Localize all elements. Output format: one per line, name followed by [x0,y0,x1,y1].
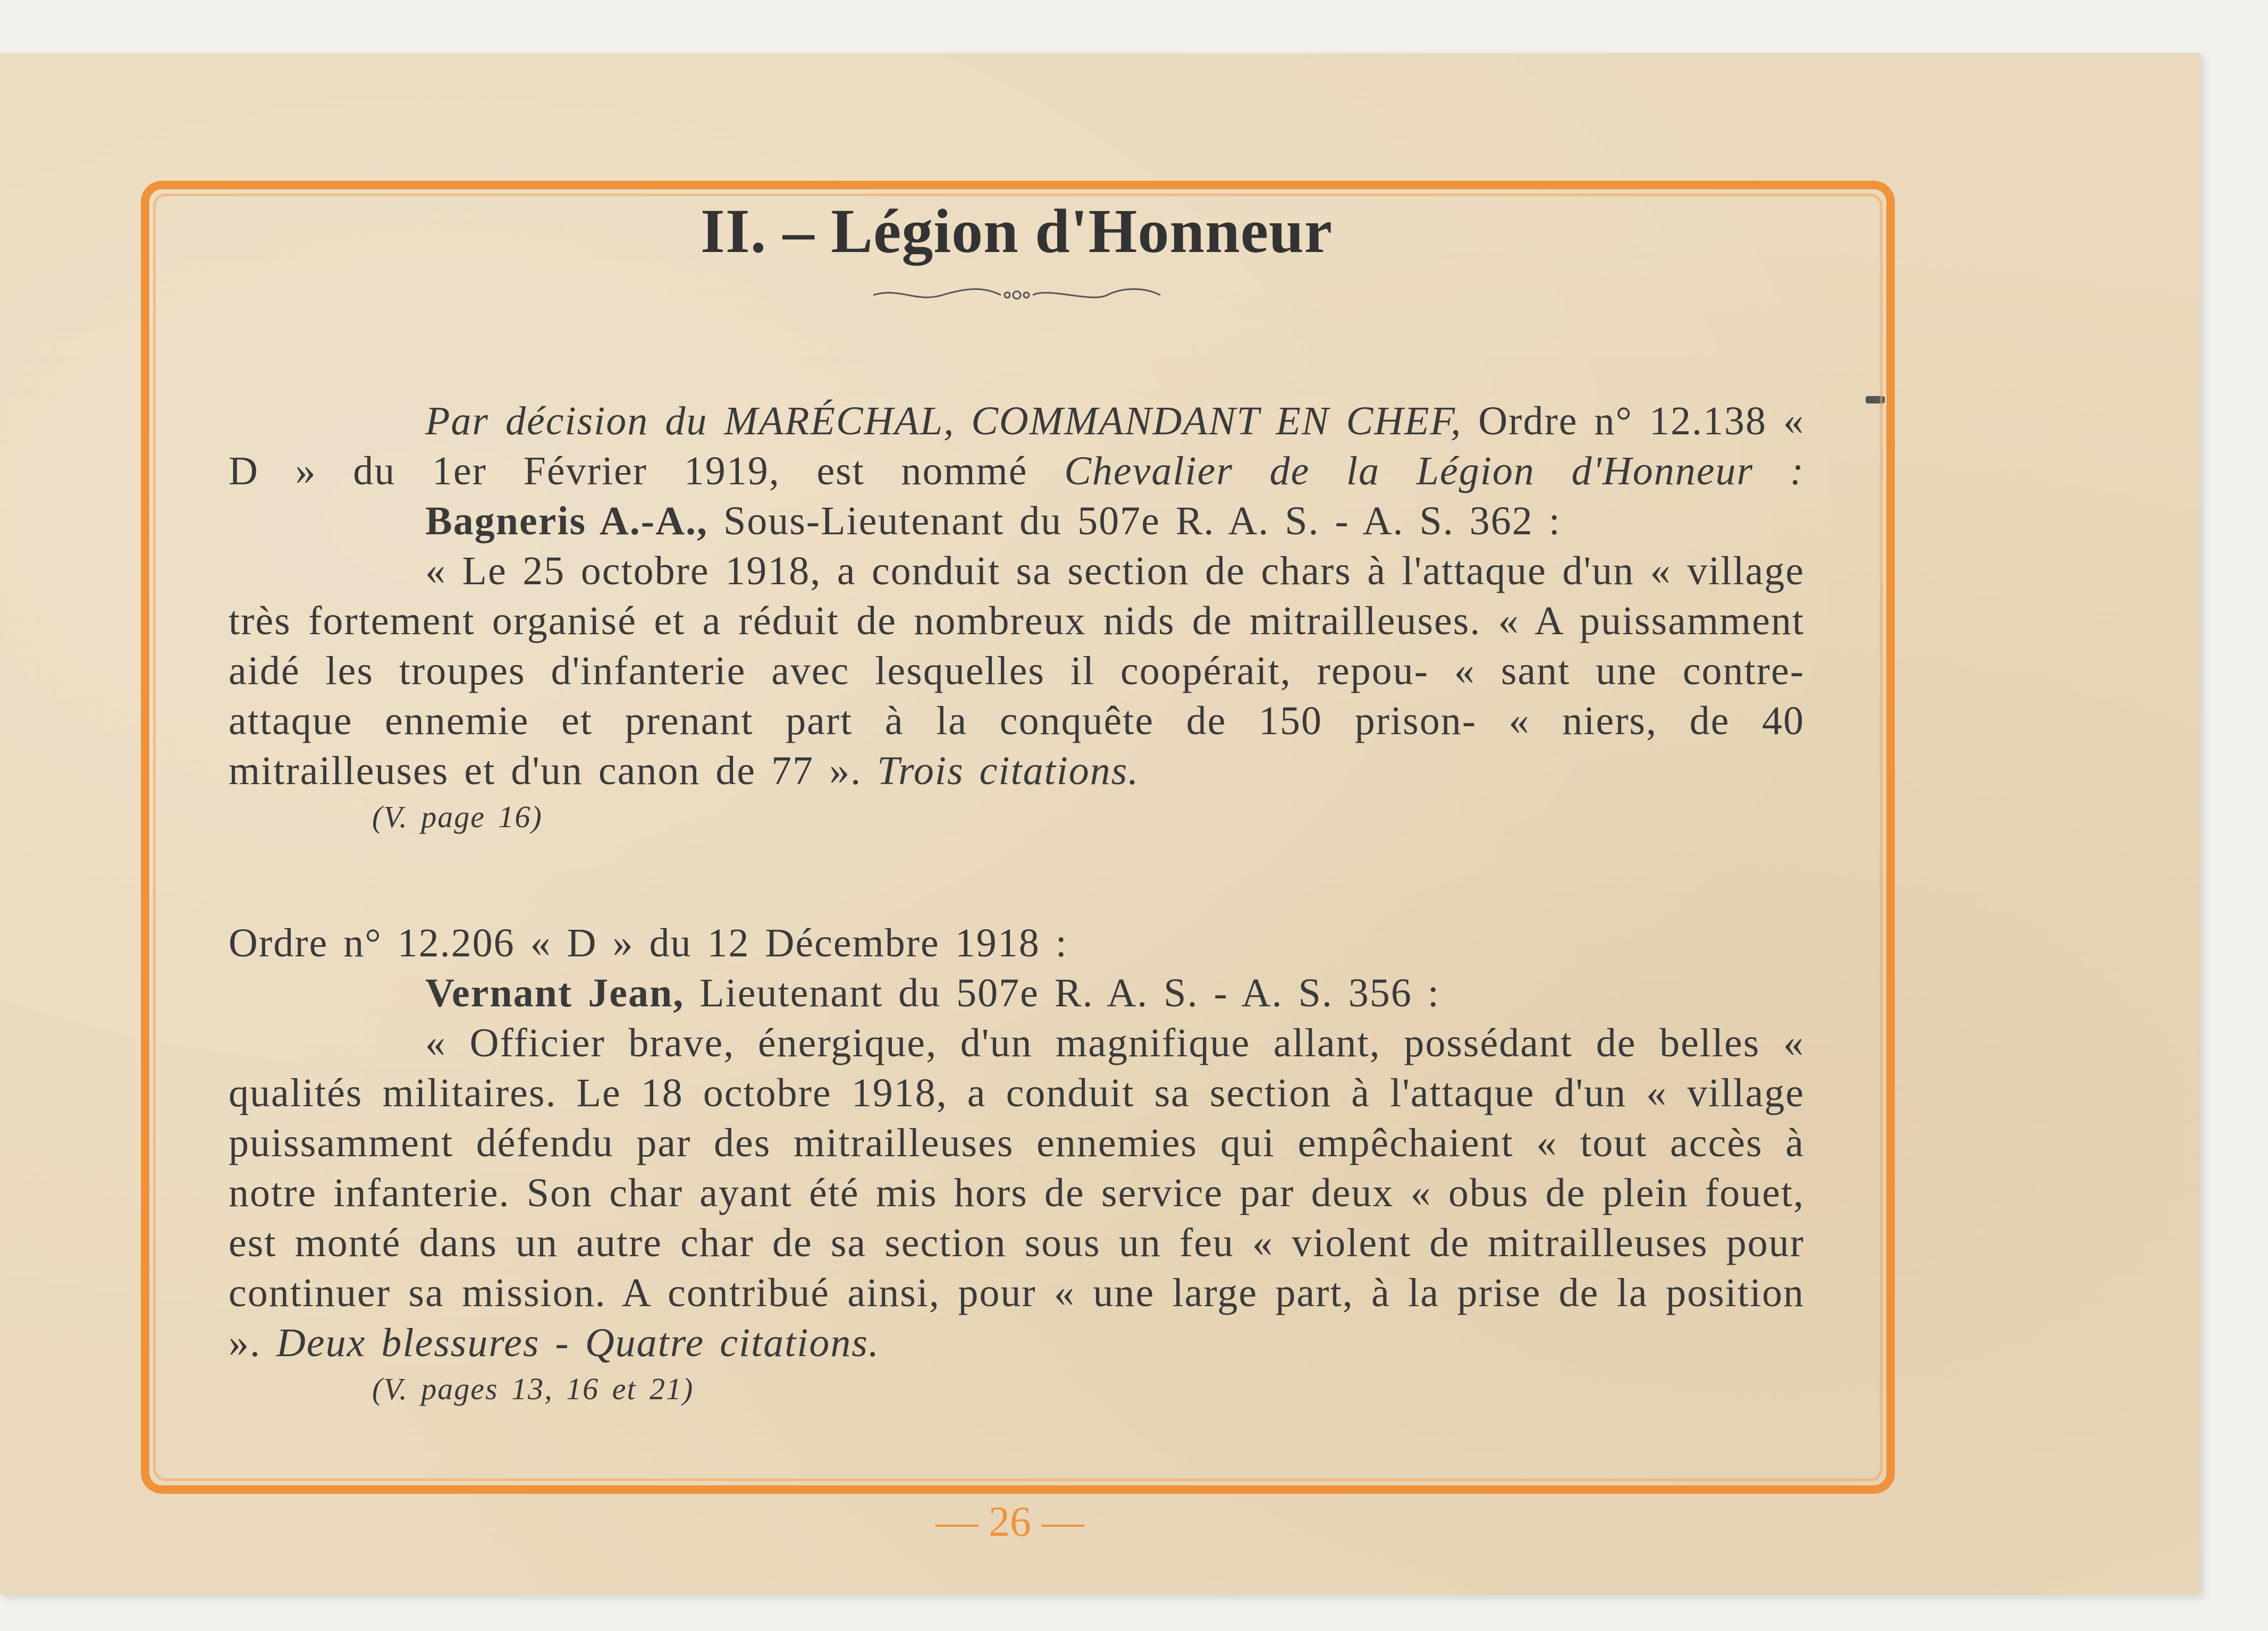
recipient-rank: Sous-Lieutenant du 507e R. A. S. - A. S. 362 : [723,499,1561,543]
order-reference: Ordre n° 12.138 « D » du 1er Février 1919, est nommé [229,399,1805,493]
decision-authority: Par décision du MARÉCHAL, COMMANDANT EN CHEF, [425,399,1462,443]
recipient-name: Vernant Jean, [425,971,685,1015]
citation-count: Trois citations. [877,749,1140,793]
recipient-line [229,496,1805,546]
decoration-entry-2 [229,918,1805,1410]
page-number: — 26 — [935,1499,1084,1545]
ornament-divider-icon [868,282,1166,308]
decision-intro [229,396,1805,496]
citation [229,1018,1805,1368]
citation [229,546,1805,796]
citation-text: « Le 25 octobre 1918, a conduit sa section de chars à l'attaque d'un « village très fortement organisé et a réduit de nombreux nids de mitrailleuses. « A puissamment aidé les troupes d'infanterie avec lesquelles il coopérait, repou- « sant une contre-attaque ennemie et prenant part à la conquête de 150 prison- « niers, de 40 mitrailleuses et d'un canon de 77 ». [229,549,1805,793]
page-reference: (V. page 16) [372,800,543,834]
decoration-entry-1 [229,396,1805,838]
page-content [229,191,1805,1410]
citation-text: « Officier brave, énergique, d'un magnifique allant, possédant de belles « qualités militaires. Le 18 octobre 1918, a conduit sa section à l'attaque d'un « village puissamment défendu par des mitrailleuses ennemies qui empêchaient « tout accès à notre infanterie. Son char ayant été mis hors de service par deux « obus de plein fouet, est monté dans un autre char de sa section sous un feu « violent de mitrailleuses pour continuer sa mission. A contribué ainsi, pour « une large part, à la prise de la position ». [229,1021,1805,1365]
recipient-rank: Lieutenant du 507e R. A. S. - A. S. 356 : [699,971,1440,1015]
award-title: Chevalier de la Légion d'Honneur : [1064,449,1805,493]
order-line: Ordre n° 12.206 « D » du 12 Décembre 1918 : [229,921,1068,965]
citation-count: Deux blessures - Quatre citations. [276,1321,880,1365]
recipient-name: Bagneris A.-A., [425,499,708,543]
section-title: II. – Légion d'Honneur [700,196,1333,266]
recipient-line [229,968,1805,1018]
page-reference: (V. pages 13, 16 et 21) [372,1372,694,1406]
